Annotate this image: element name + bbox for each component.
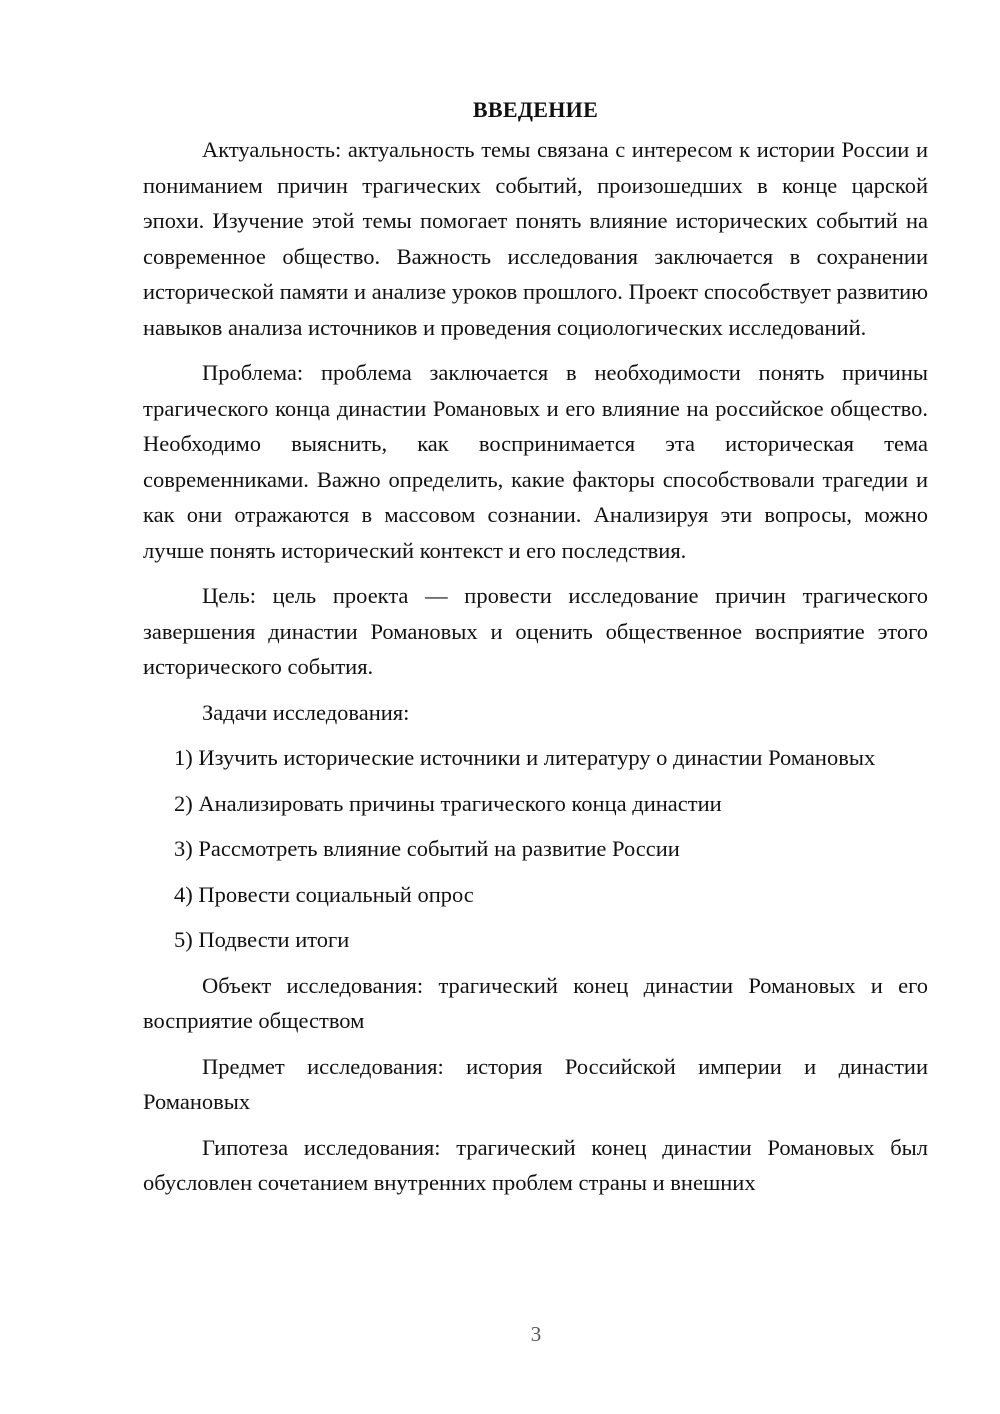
task-item-4: 4) Провести социальный опрос — [174, 881, 474, 907]
task-item-5: 5) Подвести итоги — [174, 927, 350, 952]
task-item-3: 3) Рассмотреть влияние событий на развитие России — [174, 836, 680, 861]
paragraph-subject: Предмет исследования: история Российской империи и династии Романовых — [143, 1053, 928, 1114]
paragraph-goal: Цель: цель проекта — провести исследование причин трагического завершения династии Романовых и оценить общественное восприятие этого исторического события. — [143, 583, 928, 679]
tasks-heading: Задачи исследования: — [202, 699, 410, 725]
paragraph-object: Объект исследования: трагический конец династии Романовых и его восприятие обществом — [143, 972, 928, 1033]
page-number: 3 — [530, 1322, 542, 1346]
document-page — [143, 94, 928, 1211]
paragraph-hypothesis: Гипотеза исследования: трагический конец династии Романовых был обусловлен сочетанием внутренних проблем страны и внешних — [143, 1134, 928, 1195]
paragraph-problem: Проблема: проблема заключается в необходимости понять причины трагического конца династии Романовых и его влияние на российское общество. Необходимо выяснить, как воспринимается эта историческая тема современниками. Важно определить, какие факторы способствовали трагедии и как они отражаются в массовом сознании. Анализируя эти вопросы, можно лучше понять исторический контекст и его последствия. — [143, 360, 928, 563]
task-item-1: 1) Изучить исторические источники и литературу о династии Романовых — [174, 745, 876, 770]
section-title: ВВЕДЕНИЕ — [472, 97, 599, 122]
paragraph-relevance: Актуальность: актуальность темы связана с интересом к истории России и пониманием причин трагических событий, произошедших в конце царской эпохи. Изучение этой темы помогает понять влияние исторических событий на современное общество. Важность исследования заключается в сохранении исторической памяти и анализе уроков прошлого. Проект способствует развитию навыков анализа источников и проведения социологических исследований. — [143, 137, 928, 340]
task-item-2: 2) Анализировать причины трагического конца династии — [174, 790, 722, 816]
